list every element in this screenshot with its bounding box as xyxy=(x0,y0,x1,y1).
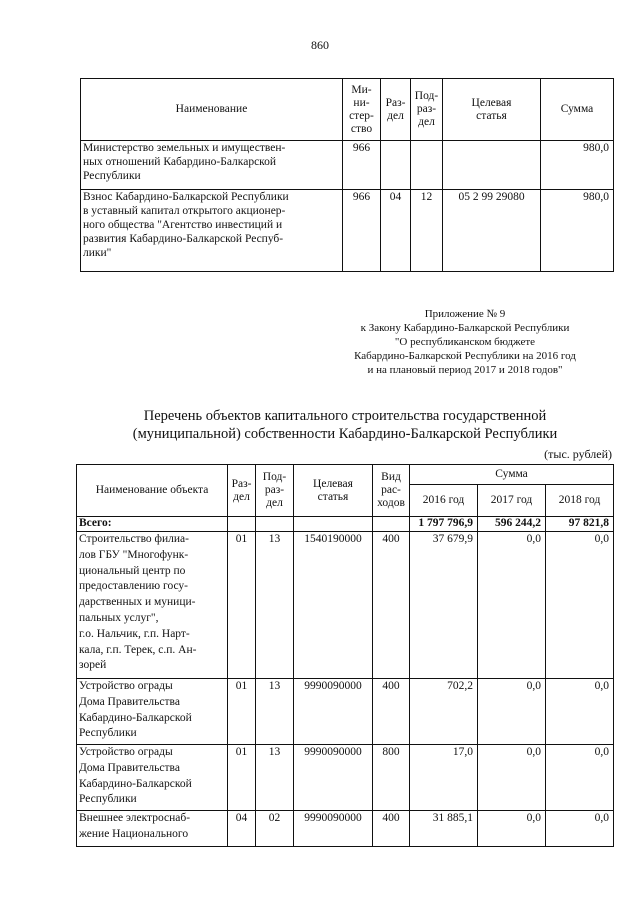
object-expense: 800 xyxy=(373,745,410,811)
table-row xyxy=(77,745,614,811)
object-2018: 0,0 xyxy=(546,745,614,811)
row-name: Взнос Кабардино-Балкарской Республики в уставный капитал открытого акционер- ного общества "Агентство инвестиций и развития Кабардино-Балкарской Респуб- лики" xyxy=(81,190,343,272)
total-2017: 596 244,2 xyxy=(478,517,546,532)
col-header-expense: Вид рас- ходов xyxy=(373,465,410,517)
object-expense: 400 xyxy=(373,532,410,679)
object-expense: 400 xyxy=(373,679,410,745)
row-ministry: 966 xyxy=(343,141,381,190)
total-2016: 1 797 796,9 xyxy=(410,517,478,532)
col-header-subsection: Под- раз- дел xyxy=(411,79,443,141)
object-2016: 17,0 xyxy=(410,745,478,811)
title-line: Перечень объектов капитального строительства государственной xyxy=(143,408,547,424)
object-target: 9990090000 xyxy=(294,745,373,811)
appendix-line: к Закону Кабардино-Балкарской Республики xyxy=(360,322,570,334)
row-target: 05 2 99 29080 xyxy=(443,190,541,272)
col-header-section: Раз- дел xyxy=(228,465,256,517)
col-header-target: Целевая статья xyxy=(294,465,373,517)
object-2017: 0,0 xyxy=(478,745,546,811)
page-number: 860 xyxy=(311,38,329,52)
table-row xyxy=(77,811,614,847)
row-target xyxy=(443,141,541,190)
object-2016: 702,2 xyxy=(410,679,478,745)
object-subsection: 13 xyxy=(256,745,294,811)
total-row xyxy=(77,517,614,532)
object-target: 9990090000 xyxy=(294,679,373,745)
appendix-line: и на плановый период 2017 и 2018 годов" xyxy=(367,364,563,376)
object-target: 1540190000 xyxy=(294,532,373,679)
col-header-subsection: Под- раз- дел xyxy=(256,465,294,517)
document-title xyxy=(80,407,610,443)
object-section: 01 xyxy=(228,745,256,811)
col-header-sum: Сумма xyxy=(410,465,614,485)
col-header-2018: 2018 год xyxy=(546,485,614,517)
object-2018: 0,0 xyxy=(546,679,614,745)
object-2018: 0,0 xyxy=(546,811,614,847)
object-name: Устройство ограды Дома Правительства Кабардино-Балкарской Республики xyxy=(77,679,228,745)
appendix-line: Приложение № 9 xyxy=(424,308,506,320)
total-label: Всего: xyxy=(77,517,228,532)
object-expense: 400 xyxy=(373,811,410,847)
row-subsection: 12 xyxy=(411,190,443,272)
table-row xyxy=(77,679,614,745)
row-section xyxy=(381,141,411,190)
row-ministry: 966 xyxy=(343,190,381,272)
total-2018: 97 821,8 xyxy=(546,517,614,532)
row-sum: 980,0 xyxy=(541,141,614,190)
col-header-target: Целевая статья xyxy=(443,79,541,141)
appendix-line: "О республиканском бюджете xyxy=(394,336,536,348)
object-section: 01 xyxy=(228,679,256,745)
object-section: 01 xyxy=(228,532,256,679)
col-header-sum: Сумма xyxy=(541,79,614,141)
col-header-name: Наименование xyxy=(81,79,343,141)
object-2016: 31 885,1 xyxy=(410,811,478,847)
row-name: Министерство земельных и имуществен- ных отношений Кабардино-Балкарской Республики xyxy=(81,141,343,190)
row-section: 04 xyxy=(381,190,411,272)
col-header-2016: 2016 год xyxy=(410,485,478,517)
table-row xyxy=(77,532,614,679)
object-2017: 0,0 xyxy=(478,532,546,679)
table-row xyxy=(81,190,614,272)
row-sum: 980,0 xyxy=(541,190,614,272)
table-row xyxy=(81,141,614,190)
object-subsection: 13 xyxy=(256,532,294,679)
allocation-table xyxy=(80,78,614,272)
object-subsection: 02 xyxy=(256,811,294,847)
object-target: 9990090000 xyxy=(294,811,373,847)
object-name: Внешнее электроснаб- жение Национального xyxy=(77,811,228,847)
col-header-section: Раз- дел xyxy=(381,79,411,141)
appendix-note xyxy=(330,307,600,377)
units-label: (тыс. рублей) xyxy=(544,447,612,461)
appendix-line: Кабардино-Балкарской Республики на 2016 год xyxy=(354,350,576,362)
object-subsection: 13 xyxy=(256,679,294,745)
col-header-2017: 2017 год xyxy=(478,485,546,517)
object-name: Строительство филиа- лов ГБУ "Многофунк- циональный центр по предоставлению госу- дарственных и муници- пальных услуг", г.о. Нальчик, г.п. Нарт- кала, г.п. Терек, с.п. Ан- зорей xyxy=(77,532,228,679)
object-section: 04 xyxy=(228,811,256,847)
object-2017: 0,0 xyxy=(478,811,546,847)
col-header-name: Наименование объекта xyxy=(77,465,228,517)
title-line: (муниципальной) собственности Кабардино-Балкарской Республики xyxy=(132,426,558,442)
object-name: Устройство ограды Дома Правительства Кабардино-Балкарской Республики xyxy=(77,745,228,811)
row-subsection xyxy=(411,141,443,190)
construction-objects-table xyxy=(76,464,614,847)
object-2017: 0,0 xyxy=(478,679,546,745)
object-2016: 37 679,9 xyxy=(410,532,478,679)
col-header-ministry: Ми- ни- стер- ство xyxy=(343,79,381,141)
object-2018: 0,0 xyxy=(546,532,614,679)
